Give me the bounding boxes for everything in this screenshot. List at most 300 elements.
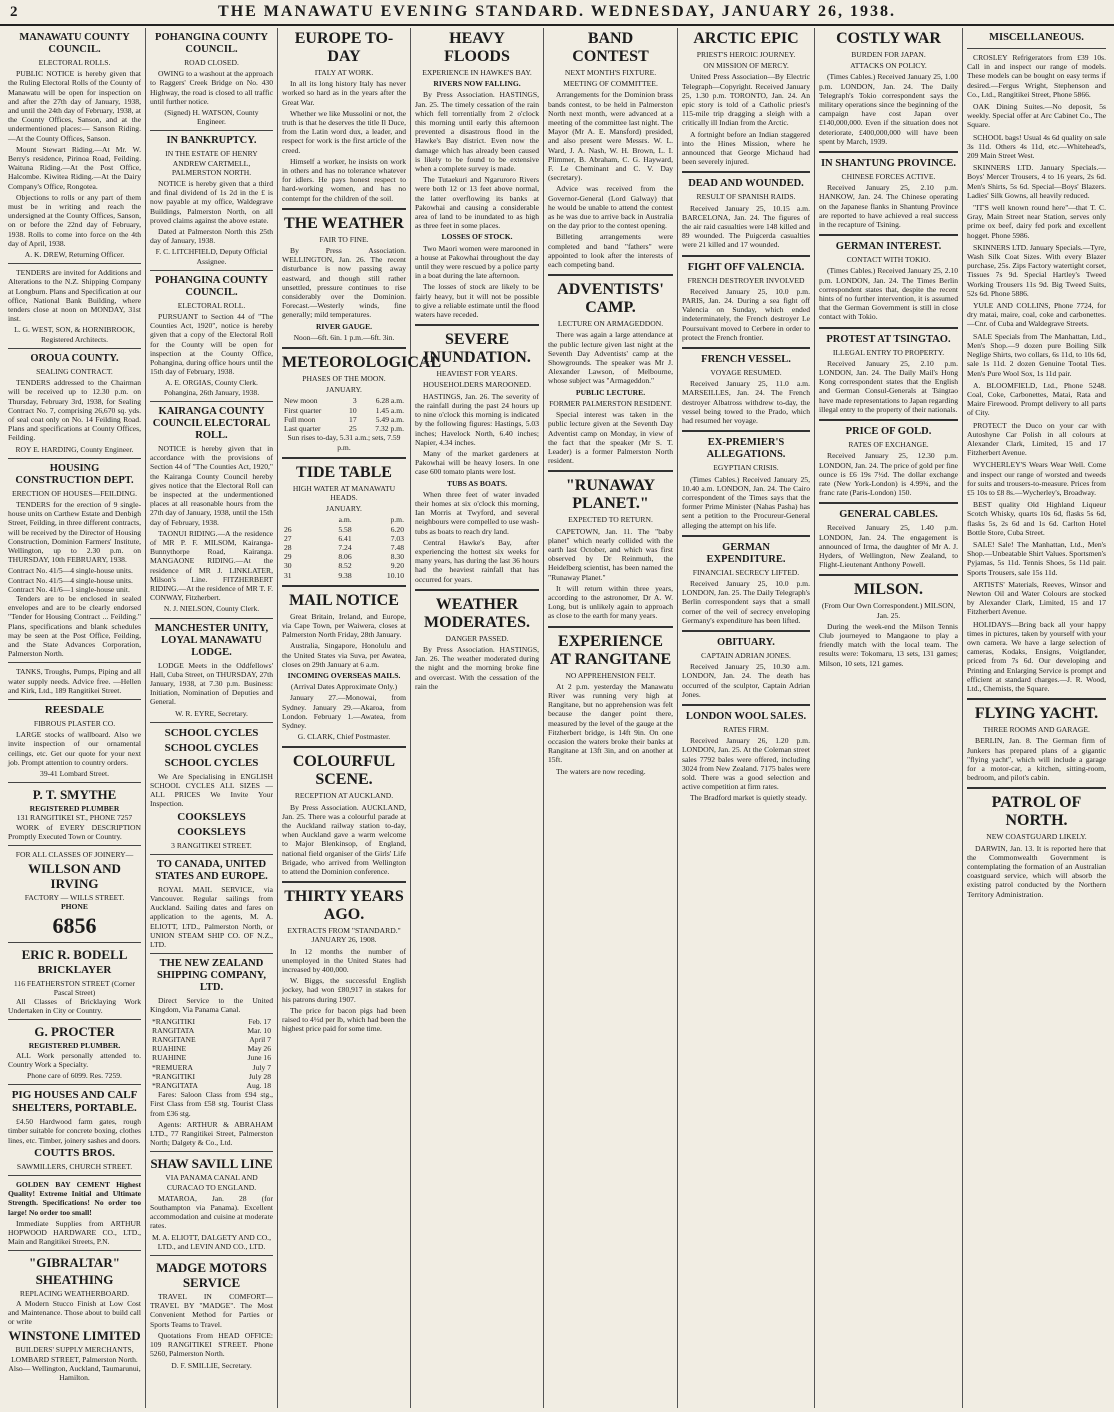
article-subheading: CAPTAIN ADRIAN JONES. [701,650,791,660]
classified-ad: SALE Specials from The Manhattan, Ltd., Men's Shop.—9 dozen pure Boiling Silk Neglige Shirts, two collars, 6s 11d, to 10s 6d, sale 1s 11d. 2 dozen Genuine Tootal Ties. Men's Pure Wool Sox, 1s 11d pair. [967,331,1106,378]
article-subheading: INCOMING OVERSEAS MAILS. [287,670,401,680]
ad-text: FOR ALL CLASSES OF JOINERY— [15,850,134,860]
divider [8,782,141,783]
article-text: Arrangements for the Dominion brass bands contest, to be held in Palmerston North next month, were advanced at a meeting of the committee last night. The Mayor (Mr A. E. Mansford) presided, and also present were Messrs. W. L. Ward, J. A. Nash, W. H. Brown, L. I. Plimmer, B. Abraham, C. G. Hayward, F. Le Cheminant and C. V. Day (secretary). [548,90,673,183]
article-subheading: TUBS AS BOATS. [446,478,507,488]
contract-line: Contract No. 41/6—1 single-house unit. [8,584,130,594]
article-headline: IN SHANTUNG PROVINCE. [820,158,957,170]
article-headline: EX-PREMIER'S ALLEGATIONS. [706,437,786,461]
divider [967,48,1106,49]
article-text: By Press Association. HASTINGS, Jan. 25. The timely cessation of the rain which fell torrentially from 2 o'clock this morning until early this afternoon prevented a disastrous flood in the Hawke's Bay district. Even now the damage which has already been caused is likely to be found to be extensive when a complete survey is made. [415,90,539,174]
article-text: The price for bacon pigs had been raised to 4½d per lb, which had been the highest price paid for some time. [282,1005,406,1034]
article-headline: THE WEATHER [284,214,404,232]
classified-ad: A. BLOOMFIELD, Ltd., Phone 5248. Coal, Coke, Carbonettes, Matai, Rata and Maire Firewood. Prompt delivery to all parts of City. [967,380,1106,418]
shipping-text: ROYAL MAIL SERVICE, via Vancouver. Regular sailings from Auckland. Sailing dates and fares on application to the agents, M. A. ELIOTT, LTD., Palmerston North, or UNION STEAM SHIP CO. OF N.Z., LTD. [150,884,273,949]
ad-title: PIG HOUSES AND CALF SHELTERS, PORTABLE. [11,1089,138,1115]
table-row: 28 7.24 7.48 [284,542,404,552]
notice-text: NOTICE is hereby given that in accordance with the provisions of Section 44 of "The Counties Act, 1920," the Kairanga County Council hereby gives notice that the Electoral Roll can be inspected at the undermentioned places at all reasonable hours from the 27th day of January, 1938, until the 15th day of February, 1938. [150,443,273,527]
article-text: When three feet of water invaded their homes at six o'clock this morning, Ian Morris at Twyford, and several neighbours were compelled to use wash-tubs as boats to reach dry land. [415,489,539,536]
classified-ad: CROSLEY Refrigerators from £39 10s. Call in and inspect our range of models. These models can be bought on easy terms if desired.—Fergus Wright, Stephenson and Co., Ltd., Rangitikei Street, Phone 5866. [967,53,1106,99]
table-row: RUAHINE June 16 [152,1053,271,1063]
article-subheading: PRIEST'S HEROIC JOURNEY. [696,50,796,59]
article-subheading: LOSSES OF STOCK. [441,232,513,242]
article-subheading: RESULT OF SPANISH RAIDS. [696,192,796,202]
article-text: The losses of stock are likely to be fairly heavy, but it will not be possible to give a reliable estimate until the flood waters have receded. [415,282,539,320]
ad-text: TRAVEL IN COMFORT— TRAVEL BY "MADGE". The Most Convenient Method for Parties or Sports Teams to Travel. [150,1292,273,1329]
divider [682,630,810,632]
article-subheading: ITALY AT WORK. [314,68,374,77]
tide-month: JANUARY. [326,504,362,514]
classified-ad: PROTECT the Duco on your car with Autoshyne Car Polish in all colours at Alexander Clark, Limited, 15 and 17 Fitzherbert Avenue. [967,420,1106,458]
divider [8,1250,141,1251]
river-gauge-heading: RIVER GAUGE. [315,321,373,331]
column-1 [4,28,146,1408]
divider [8,845,141,846]
tender-text: TENDERS addressed to the Chairman will be received up to 12.30 p.m. on Thursday, February 3rd, 1938, for Sealing Contract No. 7, comprising 26,670 sq. yds. of seal coat only on No. 14 Feilding Road. Plans and specifications at County Offices, Feilding. [8,378,141,443]
divider [282,347,406,349]
notice-signature: A. K. DREW, Returning Officer. [24,250,125,260]
article-headline: MAIL NOTICE [289,591,399,609]
article-text: In all its long history Italy has never worked so hard as in the years after the Great War. [282,79,406,107]
table-row: RANGITANE April 7 [152,1035,271,1045]
page-columns [4,28,1110,1408]
table-row: 27 6.41 7.03 [284,533,404,543]
article-text: By Press Association. WELLINGTON, Jan. 26. The recent disturbance is now passing away eastward, and though still rather unsettled, pressure continues to rise considerably over the Dominion. Forecast.—Westerly winds, fine generally; mild temperatures. [282,246,406,320]
article-headline: SEVERE INUNDATION. [423,331,531,367]
article-headline: "RUNAWAY PLANET." [565,477,656,513]
notice-signature: (Signed) H. WATSON, County Engineer. [164,108,259,127]
table-row: *REMUERA July 7 [152,1062,271,1072]
article-headline: EUROPE TO-DAY [294,30,394,65]
article-subheading: PHASES OF THE MOON. [302,374,386,384]
shipping-heading: THE NEW ZEALAND SHIPPING COMPANY, LTD. [156,958,267,994]
masthead [0,0,1114,26]
article-text: Great Britain, Ireland, and Europe, via Cape Town, per Waiwera, closes at Palmerston North Friday, 28th January. [282,611,406,640]
ad-text: ALL Work personally attended to. Country Work a Specialty. [8,1050,141,1069]
ad-address: 39-41 Lombard Street. [40,769,109,778]
ad-title: REESDALE [44,703,105,716]
article-subheading: PUBLIC LECTURE. [575,387,646,397]
article-subheading: ATTACKS ON POLICY. [850,61,927,71]
table-row: 26 5.58 6.20 [284,524,404,534]
divider [682,255,810,257]
ad-title: COOKSLEYS [177,825,246,838]
moon-month: JANUARY. [326,385,362,395]
tender-signature: L. G. WEST, SON, & HORNIBROOK, Registered Architects. [14,325,135,344]
notice-text: OWING to a washout at the approach to Raggers' Creek Bridge on No. 430 Highway, the road is closed to all traffic until further notice. [150,69,273,106]
article-headline: HEAVY FLOODS [444,30,510,65]
article-subheading: RATES OF EXCHANGE. [848,440,929,450]
article-text: Received January 25, 10.0 p.m. PARIS, Jan. 24. During a sea fight off Valencia on Sunday, which ended indeterminately, the French destroyer Le Poursuivant moved to Cerbere in order to protect the French frontier. [682,286,810,342]
article-text: It will return within three years, according to the astronomer, Dr A. W. Long, but is unlikely again to approach as close to the earth for many years. [548,583,673,621]
tide-table [282,515,406,579]
article-subheading: RECEPTION AT AUCKLAND. [294,791,394,801]
table-row: *RANGITATA Aug. 18 [152,1081,271,1091]
tender-text: TENDERS are invited for Additions and Alterations to the N.Z. Shipping Company at Longburn. Plans and Specification at our office, National Bank Building, where tenders close at noon on MONDAY, 31st inst. [8,268,141,324]
article-subheading: DANGER PASSED. [445,633,509,643]
table-row: 30 8.52 9.20 [284,561,404,571]
article-text: Received January 25, 10.0 p.m. LONDON, Jan. 25. The Daily Telegraph's Berlin correspondent says that a small corner of the veil of secrecy enveloping Germany's expenditure has been lifted. [682,578,810,625]
article-headline: LONDON WOOL SALES. [685,710,807,722]
shipping-text: Direct Service to the United Kingdom, Via Panama Canal. [150,996,273,1015]
article-subheading: NO APPREHENSION FELT. [565,670,656,680]
article-text: Two Maori women were marooned in a house at Pakowhai throughout the day until they were rescued by a police party in a boat during the late afternoon. [415,243,539,281]
table-row: *RANGITIKI Feb. 17 [152,1016,271,1026]
notice-subheading: ELECTORAL ROLL. [177,300,246,310]
article-text: Received January 25, 10.15 a.m. BARCELONA, Jan. 24. The figures of the air raid casualties were 148 killed and 89 wounded. The Puigcerda casualties were 21 killed and 17 wounded. [682,203,810,250]
divider [8,458,141,459]
article-text: January 27.—Monowai, from Sydney. January 29.—Akaroa, from London. February 1.—Awatea, from Sydney. [282,693,406,730]
divider [819,234,958,236]
column-2 [146,28,278,1408]
divider [8,1084,141,1085]
divider [150,401,273,402]
article-subheading: EXTRACTS FROM "STANDARD." JANUARY 26, 1908. [287,926,401,945]
divider [8,1175,141,1176]
ad-signature: D. F. SMILLIE, Secretary. [171,1360,252,1370]
article-headline: PROTEST AT TSINGTAO. [826,333,951,345]
article-subheading: RIVERS NOW FALLING. [433,79,521,89]
article-headline: PATROL OF NORTH. [991,794,1082,830]
article-subheading: NEW COASTGUARD LIKELY. [986,832,1087,842]
article-headline: TIDE TABLE [296,463,392,481]
notice-heading: POHANGINA COUNTY COUNCIL. [155,274,268,298]
article-headline: FIGHT OFF VALENCIA. [687,261,805,273]
ad-subtitle: VIA PANAMA CANAL AND CURACAO TO ENGLAND. [165,1173,258,1192]
divider [819,151,958,153]
shipping-text: Agents: ARTHUR & ABRAHAM LTD., 77 Rangitikei Street, Palmerston North; Dalgety & Co., Ltd. [150,1119,273,1148]
ad-subtitle: SAWMILLERS, CHURCH STREET. [16,1161,133,1171]
article-text: There was again a large attendance at the public lecture given last night at the Seventh Day Adventists' camp at the Showgrounds. The speaker was Mr J. Alexander Lawson, of Melbourne, whose subject was "Armageddon." [548,330,673,386]
article-subheading: FORMER PALMERSTON RESIDENT. [549,398,672,408]
notice-subheading: ELECTORAL ROLLS. [38,58,111,67]
ad-subtitle: REPLACING WEATHERBOARD. [19,1289,130,1299]
classified-ad: WYCHERLEY'S Wears Wear Well. Come and inspect our range of worsted and tweeds for suits and trousers-to-measure. Prices from £5 10s to £8 8s.—Wycherley's, Broadway. [967,460,1106,497]
table-row: Full moon 17 5.49 a.m. [284,414,404,424]
shipping-heading: TO CANADA, UNITED STATES AND EUROPE. [155,858,268,882]
divider [967,787,1106,789]
notice-heading: POHANGINA COUNTY COUNCIL. [155,32,268,55]
ad-text: We Are Specialising in ENGLISH SCHOOL CYCLES ALL SIZES — ALL PRICES We Invite Your Inspection. [150,771,273,809]
article-headline: COSTLY WAR [836,30,941,47]
ad-address: Also— Wellington, Auckland, Taumarunui, Hamilton. [8,1363,141,1382]
notice-text: PURSUANT to Section 44 of "The Counties Act, 1920", notice is hereby given that a copy of the Electoral Roll for the County will be open for inspection at the County Office, Pohangina, during office hours until the 15th day of February, 1938. [150,312,273,377]
tender-signature: ROY E. HARDING, County Engineer. [15,444,134,454]
contract-line: Contract No. 41/5—4 single-house units. [8,575,133,585]
table-row: Last quarter 25 7.32 p.m. [284,424,404,434]
article-subheading: (Arrival Dates Approximate Only.) [290,682,398,692]
article-subheading: CONTACT WITH TOKIO. [846,255,931,265]
ad-title: ERIC R. BODELL [21,946,128,962]
article-text: Advice was received from the Governor-General (Lord Galway) that he would be unable to attend the contest as he was due to arrive back in Australia on the day prior to the contest opening. [548,184,673,231]
contract-line: Contract No. 41/5—4 single-house units. [8,566,133,576]
article-text: Received January 25, 2.10 p.m. LONDON, Jan. 24. The Daily Mail's Hong Kong correspondent states that the English and German Consul-Generals at Tsingtao have made representations to Japan regarding illegal entry to the property of their nationals. [819,358,958,414]
divider [150,270,273,271]
divider [282,208,406,210]
article-text: United Press Association—By Electric Telegraph—Copyright. Received January 25, 1.30 p.m. TORONTO, Jan. 24. An epic story is told of a Catholic priest's 115-mile trip dragging a sleigh with a critically ill Indian from the Arctic. [682,72,810,128]
notice-subheading: ROAD CLOSED. [184,58,239,67]
notice-text: PUBLIC NOTICE is hereby given that the Ruling Electoral Rolls of the County of Manawatu will be open for inspection on and after the 27th day of January, 1938, and until the 24th day of February, 1938, at the County Offices, Sanson, and at the undermentioned places:— Sanson Riding.—At the County Offices, Sanson. [8,69,141,143]
article-subheading: FRENCH DESTROYER INVOLVED [687,275,805,285]
divider [682,347,810,349]
article-headline: DEAD AND WOUNDED. [688,178,804,190]
article-subheading: FAIR TO FINE. [319,234,369,244]
classified-ad: HOLIDAYS—Bring back all your happy times in pictures, taken by yourself with your own camera. We have a large selection of cameras, Kodaks, Ensigns, Voigtlander, priced from 7s 6d. Our developing and Printing and Enlarging Service is prompt and efficient at standard charges.—J. R. Wood, Ltd., Chemists, the Square. [967,619,1106,693]
article-subheading: EXPECTED TO RETURN. [568,515,653,525]
ad-phone: Phone care of 6099. Res. 7259. [27,1071,122,1081]
notice-heading: MANAWATU COUNTY COUNCIL. [19,32,130,55]
ad-title: SCHOOL CYCLES [164,741,259,754]
ad-title: WINSTONE LIMITED [8,1328,141,1344]
ad-text: £4.50 Hardwood farm gates, rough timber suitable for concrete boxing, clothes lines, etc. Timber, joinery sashes and doors. [8,1117,141,1145]
divider [967,698,1106,700]
ad-subtitle: BUILDERS' SUPPLY MERCHANTS, LOMBARD STREET, Palmerston North. [11,1345,138,1364]
article-text: Received January 25, 1.40 p.m. LONDON, Jan. 24. The engagement is announced of Irma, the daughter of Mr A. J. Hyders, of Wellington, New Zealand, to Flight-Lieutenant Anthony Powell. [819,523,958,570]
tender-text: Tenders are to be enclosed in sealed envelopes and are to be clearly endorsed "Tender for Housing Contract ... Feilding." Plans, specifications and blank schedules may be seen at the Post Office, Feilding, and the State Advances Corporation, Palmerston North. [8,593,141,659]
article-text: The Bradford market is quietly steady. [690,793,807,803]
newspaper-title: THE MANAWATU EVENING STANDARD. WEDNESDAY, JANUARY 26, 1938. [218,3,896,20]
divider [819,327,958,329]
article-text: Billeting arrangements were completed and band "fathers" were appointed to look after the interests of each competing band. [548,232,673,270]
ad-signature: M. A. ELIOTT, DALGETY AND CO., LTD., and LEVIN AND CO., LTD. [152,1232,271,1251]
ad-title: COOKSLEYS [177,810,246,823]
article-text: HASTINGS, Jan. 26. The severity of the rainfall during the past 24 hours up to nine o'clock this morning is indicated by the following figures: Hastings, 5.03 inches; Havelock North, 6.40 inches; Napier, 4.34 inches. [415,391,539,447]
article-text: Special interest was taken in the public lecture given at the Seventh Day Adventist camp on Monday, in view of the fact that the speaker (Mr S. T. Leader) is a former Palmerston North resident. [548,410,673,466]
ad-text: WORK of EVERY DESCRIPTION Promptly Executed Town or Country. [8,822,141,841]
ad-title: "GIBRALTAR" [28,1255,120,1271]
ad-title: SCHOOL CYCLES [164,756,259,769]
table-row: *RANGITIKI July 28 [152,1071,271,1081]
ad-text: LARGE stocks of wallboard. Also we invite inspection of our ornamental ceilings, etc. Get our quote for your next job. Prompt attention to country orders. [8,730,141,767]
classified-ad: YULE AND COLLINS, Phone 7724, for dry matai, maire, coal, coke and carbonettes.—Cnr. of Cuba and Waldegrave Streets. [967,301,1106,329]
article-text: (Times Cables.) Received January 25, 10.40 a.m. LONDON, Jan. 24. The Cairo correspondent of the Times says that the former Prime Minister (Nahas Pasha) has sent a petition to the Procureur-General alleging the attempt on his life. [682,474,810,530]
notice-subheading: IN THE ESTATE OF HENRY ANDREW CARTMELL, PALMERSTON NORTH. [165,149,258,177]
divider [8,662,141,663]
article-subheading: HIGH WATER AT MANAWATU HEADS. [292,483,396,502]
article-text: The waters are now receding. [556,766,646,776]
article-subheading: CHINESE FORCES ACTIVE. [841,172,936,182]
article-subheading: EXPERIENCE IN HAWKE'S BAY. [422,68,532,77]
column-7 [815,28,963,1408]
article-text: (Times Cables.) Received January 25, 1.00 p.m. LONDON, Jan. 24. The Daily Telegraph's Tokio correspondent says the military operations since the beginning of the campaign have cost Japan over £140,000,000. Even if the situation does not deteriorate, £400,000,000 will have been spent by March, 1939. [819,72,958,146]
article-text: Central Hawke's Bay, after experiencing the hottest six weeks for many years, has during the last 36 hours had the heaviest rainfall that has occurred for years. [415,537,539,584]
ad-title: WILLSON AND IRVING [28,861,121,892]
article-text: In 12 months the number of unemployed in the United States had increased by 400,000. [282,946,406,975]
article-subheading: BURDEN FOR JAPAN. [851,50,926,59]
moon-phases-table [282,396,406,433]
article-headline: GERMAN EXPENDITURE. [706,541,786,565]
divider [8,1019,141,1020]
article-subheading: THREE ROOMS AND GARAGE. [983,725,1090,735]
article-subheading: MEETING OF COMMITTEE. [563,79,658,89]
article-text: Himself a worker, he insists on work in others and has no tolerance whatever for idlers. He pays honest respect to hard-working women, and has no contempt for the children of the soil. [282,156,406,203]
divider [819,574,958,576]
divider [150,130,273,131]
article-headline: FRENCH VESSEL. [701,354,791,366]
column-8 [963,28,1110,1408]
classified-ad: "IT'S well known round here"—that T. C. Gray, Main Street near Station, serves only prime ox beef, dairy fed pork and excellent hogget. Phone 5986. [967,203,1106,240]
ad-text: All Classes of Bricklaying Work Undertaken in City or Country. [8,997,141,1016]
divider [150,1151,273,1152]
article-headline: ADVENTISTS' CAMP. [557,281,664,317]
article-text: During the week-end the Milson Tennis Club journeyed to Mangaone to play a friendly match with the local team. The results were: Tokomaru, 13 sets, 131 games; Milson, 10 sets, 121 games. [819,621,958,668]
divider [150,618,273,619]
divider [819,502,958,504]
divider [150,1255,273,1256]
table-header-row: a.m. p.m. [338,515,404,525]
divider [150,722,273,723]
notice-heading: HOUSING CONSTRUCTION DEPT. [15,462,134,486]
ad-title: SHAW SAVILL LINE [150,1156,273,1172]
article-text: Received January 25, 11.0 a.m. MARSEILLES, Jan. 24. The French destroyer Albatross withdrew to-day, the vessel being towed to the Prado, which had resumed her voyage. [682,379,810,426]
ad-address: 116 FEATHERSTON STREET (Corner Pascal Street) [13,978,136,997]
divider [415,589,539,591]
article-headline: THIRTY YEARS AGO. [284,888,404,924]
article-text: Received January 25, 12.30 p.m. LONDON, Jan. 24. The price of gold per fine ounce is £6 19s 7½d. The dollar exchange rate (New York-London) is 4.99¾, and the franc rate (Paris-London) 150. [819,451,958,498]
article-text: W. Biggs, the successful English jockey, had won £80,917 in stakes for his patrons during 1907. [282,976,406,1004]
article-headline: METEOROLOGICAL [282,354,442,372]
article-text: Received January 25, 2.10 p.m. HANKOW, Jan. 24. The Chinese operating on the Japanese flanks in Shantung Province are reported to have achieved a real success in the recapture of Tsining. [819,183,958,230]
notice-signature: F. C. LITCHFIELD, Deputy Official Assignee. [155,247,268,266]
divider [150,953,273,954]
article-text: CAPETOWN, Jan. 11. The "baby planet" which nearly collided with the earth last October, and which was first observed by Dr Reinmuth, the Heidelberg scientist, has been named the "Runaway Planet." [548,526,673,582]
ad-phone-number: 6856 [52,912,97,938]
ad-text: Immediate Supplies from ARTHUR HOPWOOD HARDWARE CO., LTD., Main and Rangitikei Streets, P.N. [8,1218,141,1247]
column-5 [544,28,678,1408]
article-text: (Times Cables.) Received January 25, 2.10 p.m. LONDON, Jan. 24. The Times Berlin correspondent states that, despite the recent hints of no further intervention, it is assumed that the German Government is still in close contact with Tokio. [819,266,958,322]
article-subheading: HEAVIEST FOR YEARS. [436,369,518,379]
classified-ad: ARTISTS' Materials, Reeves, Winsor and Newton Oil and Water Colours are stocked by Alexander Clark, Limited, 15 and 17 Fitzherbert Avenue. [967,579,1106,617]
column-3 [278,28,442,1408]
notice-heading: MANCHESTER UNITY, LOYAL MANAWATU LODGE. [154,622,269,658]
notice-text: NOTICE is hereby given that a third and final dividend of 1s 2d in the £ is now payable at my office, Waldegrave Buildings, Palmerston North, on all proved claims against the above estate. [150,179,273,225]
table-row: 31 9.38 10.10 [284,570,404,580]
divider [8,348,141,349]
notice-signature: N. J. NIELSON, County Clerk. [163,604,260,614]
column-6 [678,28,815,1408]
table-row: First quarter 10 1.45 a.m. [284,405,404,415]
divider [548,274,673,276]
notice-signature: W. R. EYRE, Secretary. [175,708,248,718]
article-text: BERLIN, Jan. 8. The German firm of Junkers has prepared plans of a gigantic "flying yacht", which will include a garage for a motor-car, a kitchen, sitting-room, bedroom, and pilot's cabin. [967,736,1106,783]
column-4 [411,28,544,1408]
article-headline: COLOURFUL SCENE. [292,753,396,789]
notice-heading: IN BANKRUPTCY. [166,135,257,147]
ad-subtitle: FIBROUS PLASTER CO. [33,718,116,728]
article-headline: BAND CONTEST [572,30,649,65]
article-text: By Press Association. AUCKLAND, Jan. 25. There was a colourful parade at the Auckland railway station to-day, when Auckland gave a warm welcome to Major Blenkinsop, of England, national field organiser of the Girls' Life Brigade, who arrived from Wellington to attend the Dominion conference. [282,802,406,876]
divider [8,699,141,700]
divider [682,430,810,432]
ad-phone-label: PHONE [60,902,88,912]
ad-address: 131 RANGITIKEI ST., PHONE 7257 [16,813,133,823]
article-text: At 2 p.m. yesterday the Manawatu River was running very high at Rangitane, but no apprehension was felt because the danger point there, measured by the level of the gauge at the Fitzherbert bridge, is 14ft 9in. On one occasion the waters broke their banks at Rangitane at 13ft 3in, and on another at 15ft. [548,681,673,765]
table-row: 29 8.06 8.30 [284,552,404,562]
table-row: RANGITATA Mar. 10 [152,1025,271,1035]
divider [682,171,810,173]
ad-subtitle: REGISTERED PLUMBER. [28,1041,121,1051]
article-subheading: (From Our Own Correspondent.) MILSON, Jan. 25. [821,601,956,620]
ad-subtitle: REGISTERED PLUMBER [29,804,120,814]
article-headline: WEATHER MODERATES. [424,595,530,631]
ad-title: MADGE MOTORS SERVICE [156,1260,267,1291]
divider [682,535,810,537]
ad-text: A Modern Stucco Finish at Low Cost and Maintenance. Those about to build call or write [8,1298,141,1327]
article-text: Many of the market gardeners at Pakowhai will be heavy losers. In one case 600 tomato plants were lost. [415,448,539,477]
divider [548,626,673,628]
article-text: Whether we like Mussolini or not, the truth is that he deserves the title Il Duce, from the Latin word dux, a leader, and respect for work is the first article of the creed. [282,108,406,155]
article-text: By Press Association. HASTINGS, Jan. 26. The weather moderated during the night and the morning broke fine and overcast. With the cessation of the rain the [415,644,539,691]
article-subheading: EGYPTIAN CRISIS. [713,463,779,473]
ad-text: Quotations From HEAD OFFICE: 109 RANGITIKEI STREET. Phone 5260, Palmerston North. [150,1330,273,1359]
page-number: 2 [10,3,18,20]
divider [282,457,406,459]
article-headline: MILSON. [854,581,923,599]
classified-ad: BEST quality Old Highland Liqueur Scotch Whisky, quarts 10s 6d, flasks 5s 6d, flasks 5s, 2s 6d and 1s 6d. Carlton Hotel Bottle Store, Cuba Street. [967,500,1106,537]
table-row: RUAHINE May 26 [152,1044,271,1054]
article-text: DARWIN, Jan. 13. It is reported here that the Commonwealth Government is contemplating the formation of an Australian coastguard service, which will absorb the existing patrol conducted by the Northern Territory Administration. [967,843,1106,899]
article-subheading: RATES FIRM. [723,724,769,734]
divider [682,704,810,706]
article-text: A fortnight before an Indian staggered into the Hines Mission, where he announced that George Michaud had been severely injured. [682,129,810,167]
notice-text: Dated at Palmerston North this 25th day of January, 1938. [150,227,273,246]
table-row: New moon 3 6.28 a.m. [284,396,404,406]
ad-title: SCHOOL CYCLES [164,726,259,739]
article-headline: GENERAL CABLES. [839,509,938,521]
ad-title: SHEATHING [35,1272,114,1288]
article-subheading: LECTURE ON ARMAGEDDON. [557,319,664,329]
article-subheading: FINANCIAL SECRECY LIFTED. [692,567,800,577]
notice-subheading: SEALING CONTRACT. [36,366,113,376]
shipping-text: MATAROA, Jan. 28 (for Southampton via Panama). Excellent accommodation and cuisine at moderate rates. [150,1193,273,1231]
notice-text: Mount Stewart Riding.—At Mr. W. Berry's residence, Pirinoa Road, Feilding. Waituna Riding.—At the Post Office, Halcombe. Kiwitea Riding.—At the Dairy Company's Office, Rongotea. [8,144,141,191]
article-headline: EXPERIENCE AT RANGITANE [549,632,672,668]
divider [548,470,673,472]
divider [282,746,406,748]
ad-text: GOLDEN BAY CEMENT Highest Quality! Extreme Initial and Ultimate Strength. Specifications! No order too large! No order too small! [8,1180,141,1217]
divider [819,419,958,421]
notice-signature: A. E. ORGIAS, County Clerk. Pohangina, 26th January, 1938. [163,378,260,397]
classified-ad: SKINNERS LTD. January Specials.—Tyre, Wash Silk Coat Sizes. With every Blazer purchase, 25s. Zips Factory watertight corset, Tissues 7s 9d. Special Hartley's Tweed Working Trousers 11s 9d. Big Tweed Suits, 52s 6d. Phone 5886. [967,242,1106,298]
divider [415,324,539,326]
notice-text: TAONUI RIDING.—A the residence of MR P. F. MILSOM, Kairanga-Bunnythorpe Road, Kairanga. MANGAONE RIDING.—At the residence of MR J. LINKLATER, Milson's Line. FITZHERBERT RIDING.—At the residence of MR T. F. CONWAY, Fitzherbert. [150,528,273,603]
article-subheading: HOUSEHOLDERS MAROONED. [422,380,531,390]
tender-text: TENDERS for the erection of 9 single-house units on Carthew Estate and Denbigh Street, Feilding, in three different contracts, will be received by the Director of Housing Construction, Dominion Farmers' Institute, Wellington, up to 2.30 p.m. on THURSDAY, 10th FEBRUARY, 1938. [8,499,141,565]
divider [8,263,141,264]
ad-title: G. PROCTER [34,1024,115,1040]
classified-ad: SKINNERS LTD. January Specials.—Boys' Mercer Trousers, 4 to 16 years, 2s 6d. Men's Shirts, 5s 6d. Special—Boys' Blazers. Ladies' Silk Gowns, all heavily reduced. [967,163,1106,200]
article-headline: OBITUARY. [717,636,775,648]
classified-ad: SCHOOL bags! Usual 4s 6d quality on sale 3s 11d. Others 4s 11d, etc.—Whitehead's, 209 Main Street West. [967,132,1106,161]
article-headline: GERMAN INTEREST. [835,241,942,253]
article-headline: ARCTIC EPIC [693,30,799,47]
notice-heading: OROUA COUNTY. [30,352,119,364]
sun-times: Sun rises to-day, 5.31 a.m.; sets, 7.59 p.m. [287,433,401,452]
article-subheading: VOYAGE RESUMED. [710,368,782,378]
river-gauge-readings: Noon—6ft. 6in. 1 p.m.—6ft. 3in. [293,332,395,342]
divider [8,942,141,943]
notice-heading: KAIRANGA COUNTY COUNCIL ELECTORAL ROLL. [152,405,271,441]
notice-subheading: ERECTION OF HOUSES—FEILDING. [11,488,138,498]
ad-title: COUTTS BROS. [34,1146,115,1159]
article-subheading: ON MISSION OF MERCY. [703,61,789,71]
notice-text: LODGE Meets in the Oddfellows' Hall, Cuba Street, on THURSDAY, 27th January, 1938, at 7.30 p.m. Business: Initiation, Nomination of Deputies and General. [150,660,273,707]
shipping-text: Fares: Saloon Class from £94 stg., First Class from £58 stg. Tourist Class from £36 stg. [150,1090,273,1118]
notice-text: Objections to rolls or any part of them must be in writing and reach the undersigned at the County Offices, Sanson, on or before the 22nd day of February, 1938. Rolls to come into force on the 4th day of April, 1938. [8,192,141,248]
divider [150,854,273,855]
article-text: Received January 26, 1.20 p.m. LONDON, Jan. 25. At the Coleman street sales 7792 bales were offered, including 3024 from New Zealand. 7175 bales were sold. There was a good selection and active competition at firm rates. [682,736,810,792]
ad-title: P. T. SMYTHE [32,787,117,803]
